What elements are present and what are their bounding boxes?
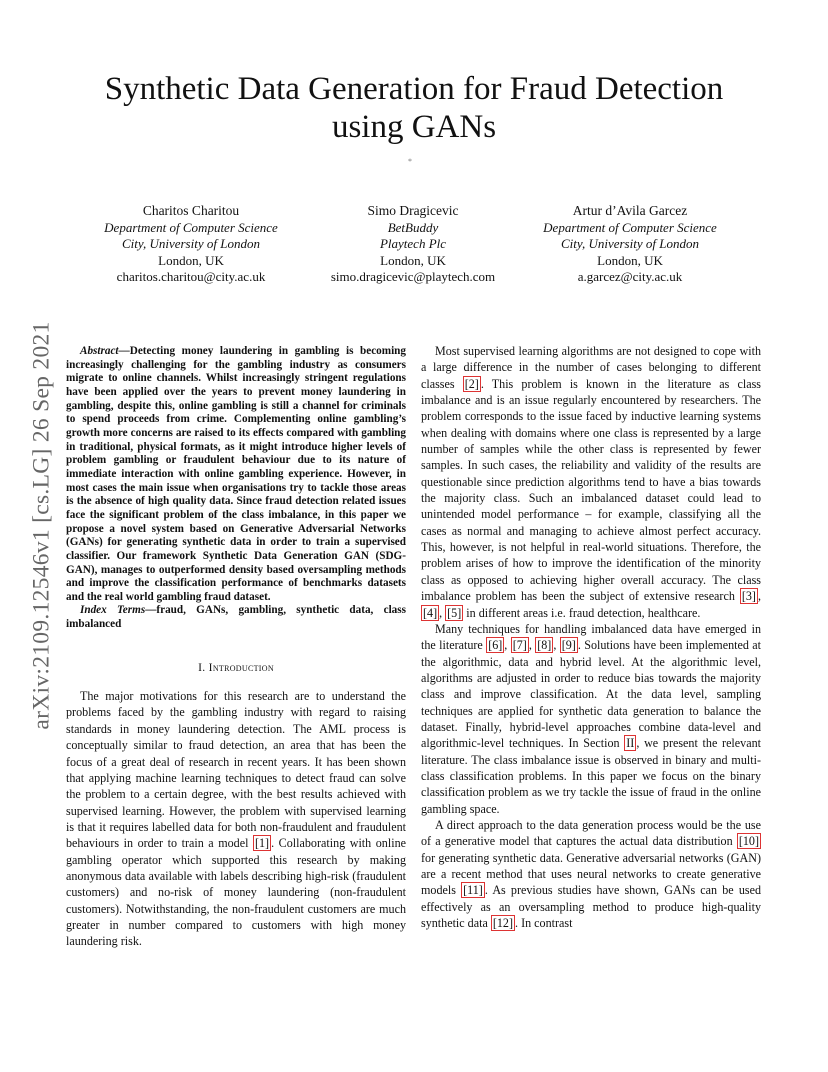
text-run: . Collaborating with online gambling operator which supported this research by making anonymous data available with labels describing high-risk (fraudulent customers) and no-risk of money laundering (non-fraudulent customers). Notwithstanding, the non-fraudulent customers are much greater in number compared to customers with high money laundering risk. [66, 836, 406, 949]
text-run: Most supervised learning algorithms are not designed to cope with a large difference in the number of cases belonging to different classes [421, 344, 761, 391]
right-column [421, 343, 761, 931]
text-run: . Solutions have been implemented at the algorithmic, data and hybrid level. At the algorithmic level, algorithms are adjusted in order to reduce bias towards the majority class and improve classification. At the data level, sampling techniques are applied for synthetic data generation to balance the dataset. Finally, hybrid-level approaches combine data-level and algorithmic-level techniques. In Section [421, 638, 761, 751]
author-block-3 [532, 203, 728, 286]
section-title: Introduction [208, 660, 274, 674]
text-run: , we present the relevant literature. The class imbalance issue is observed in binary and multi-class classification problems. In this paper we focus on the binary classification problem as we try tackle the issue of fraud in the online gambling space. [421, 736, 761, 816]
text-run: for generating synthetic data. Generative adversarial networks (GAN) are a recent method that uses neural networks to create generative models [421, 850, 761, 898]
paragraph [421, 343, 761, 621]
paper-title: Synthetic Data Generation for Fraud Detection using GANs [104, 71, 724, 145]
author-name: Artur d’Avila Garcez [572, 203, 688, 218]
index-terms-text: —fraud, GANs, gambling, synthetic data, class imbalanced [66, 604, 406, 631]
left-column [66, 345, 406, 950]
text-run: in different areas i.e. fraud detection, healthcare. [463, 605, 701, 620]
text-run: , [504, 638, 511, 653]
section-number: I. [198, 660, 209, 674]
text-run: A direct approach to the data generation process would be the use of a generative model that captures the actual data distribution [421, 817, 761, 849]
text-run: . As previous studies have shown, GANs can be used effectively as an oversampling method to produce high-quality synthetic data [421, 883, 761, 931]
author-name: Simo Dragicevic [367, 203, 459, 218]
author-affiliation: Department of Computer Science [104, 219, 278, 235]
author-affiliation-2: City, University of London [122, 236, 260, 252]
text-run: . This problem is known in the literature as class imbalance and is an issue regularly encountered by researchers. The problem corresponds to the issue faced by inductive learning systems when dealing with domains where one class is represented by a large number of samples while the other class is represented by fewer samples. In such cases, the reliability and validity of the results are questionable since prediction algorithms tend to have a bias towards the majority class. Such an imbalanced dataset could lead to unintended model performance – for example, classifying all the cases as normal and managing to achieve almost perfect accuracy. This, however, is not helpful in real-world situations. Therefore, the problem arises of how to improve the identification of the minority class as opposed to achieving higher overall accuracy. The class imbalance problem has been the subject of extensive research [421, 376, 762, 604]
author-affiliation: BetBuddy [387, 219, 439, 235]
text-run: , [528, 638, 536, 653]
author-affiliation-2: City, University of London [561, 236, 699, 252]
text-run: . In contrast [515, 916, 573, 931]
title-footnote-mark: * [408, 157, 412, 166]
abstract [66, 345, 406, 604]
author-email[interactable]: simo.dragicevic@playtech.com [330, 269, 496, 285]
author-location: London, UK [158, 252, 224, 268]
index-terms-label: Index Terms [80, 604, 146, 617]
citation-link[interactable]: [5] [447, 605, 462, 620]
paragraph [421, 621, 761, 817]
author-email[interactable]: charitos.charitou@city.ac.uk [116, 269, 266, 285]
citation-link[interactable]: [3] [741, 589, 756, 604]
citation-link[interactable]: [11] [463, 883, 483, 898]
text-run: , [553, 638, 560, 653]
text-run: , [439, 605, 446, 620]
citation-link[interactable]: [1] [254, 836, 270, 851]
citation-link[interactable]: [12] [492, 916, 514, 931]
abstract-text: —Detecting money laundering in gambling is becoming increasingly challenging for the gambling industry as consumers migrate to online channels. Whilst increasingly stringent regulations have been applied over the years to prevent money laundering in gambling, despite this, online gambling is still a channel for criminals to spend proceeds from crime. Complementing online gambling’s growth more concerns are raised to its effects compared with gambling in traditional, physical formats, as it might introduce higher levels of problem gambling or fraudulent behaviour due to its nature of immediate interaction with online gambling experience. However, in most cases the main issue when organisations try to tackle those areas is the absence of high quality data. Since fraud detection related issues face the significant problem of the class imbalance, in this paper we propose a novel system based on Generative Adversarial Networks (GANs) for generating synthetic data in order to train a supervised classifier. Our framework Synthetic Data Generation GAN (SDG-GAN), manages to outperformed density based oversampling methods and improve the classification performance of benchmarks datasets and the real world gambling fraud dataset. [66, 345, 406, 603]
author-block-2 [318, 203, 508, 286]
section-link[interactable]: II [626, 736, 635, 751]
citation-link[interactable]: [7] [512, 638, 527, 653]
citation-link[interactable]: [4] [423, 605, 438, 620]
abstract-label: Abstract [80, 345, 119, 357]
text-run: The major motivations for this research are to understand the problems faced by the gambling industry with regard to raising standards in money laundering detection. The AML process is conceptually similar to fraud detection, an area that has been the focus of a great deal of research in recent years. It has been shown that applying machine learning techniques to detect fraud can solve the problem to a certain degree, with the best results achieved with supervised learning. However, the problem with supervised learning is that it requires labelled data for both non-fraudulent and fraudulent behaviours in order to train a model [66, 689, 406, 851]
author-block-1 [96, 203, 286, 286]
arxiv-id-text: arXiv:2109.12546v1 [cs.LG] 26 Sep 2021 [28, 320, 55, 730]
citation-link[interactable]: [8] [537, 638, 552, 653]
arxiv-identifier [26, 290, 58, 760]
section-heading-introduction [66, 660, 406, 676]
citation-link[interactable]: [10] [738, 834, 759, 849]
author-affiliation-2: Playtech Plc [379, 236, 447, 252]
text-run: , [757, 589, 761, 604]
author-name: Charitos Charitou [142, 203, 240, 218]
citation-link[interactable]: [2] [464, 376, 479, 391]
text-run: Many techniques for handling imbalanced data have emerged in the literature [421, 621, 761, 653]
citation-link[interactable]: [9] [561, 638, 576, 653]
author-location: London, UK [380, 252, 446, 268]
author-email[interactable]: a.garcez@city.ac.uk [577, 269, 683, 285]
author-affiliation: Department of Computer Science [543, 219, 717, 235]
paragraph [421, 817, 761, 931]
citation-link[interactable]: [6] [488, 638, 503, 653]
index-terms [66, 604, 406, 631]
intro-paragraph [66, 688, 406, 950]
author-location: London, UK [597, 252, 663, 268]
